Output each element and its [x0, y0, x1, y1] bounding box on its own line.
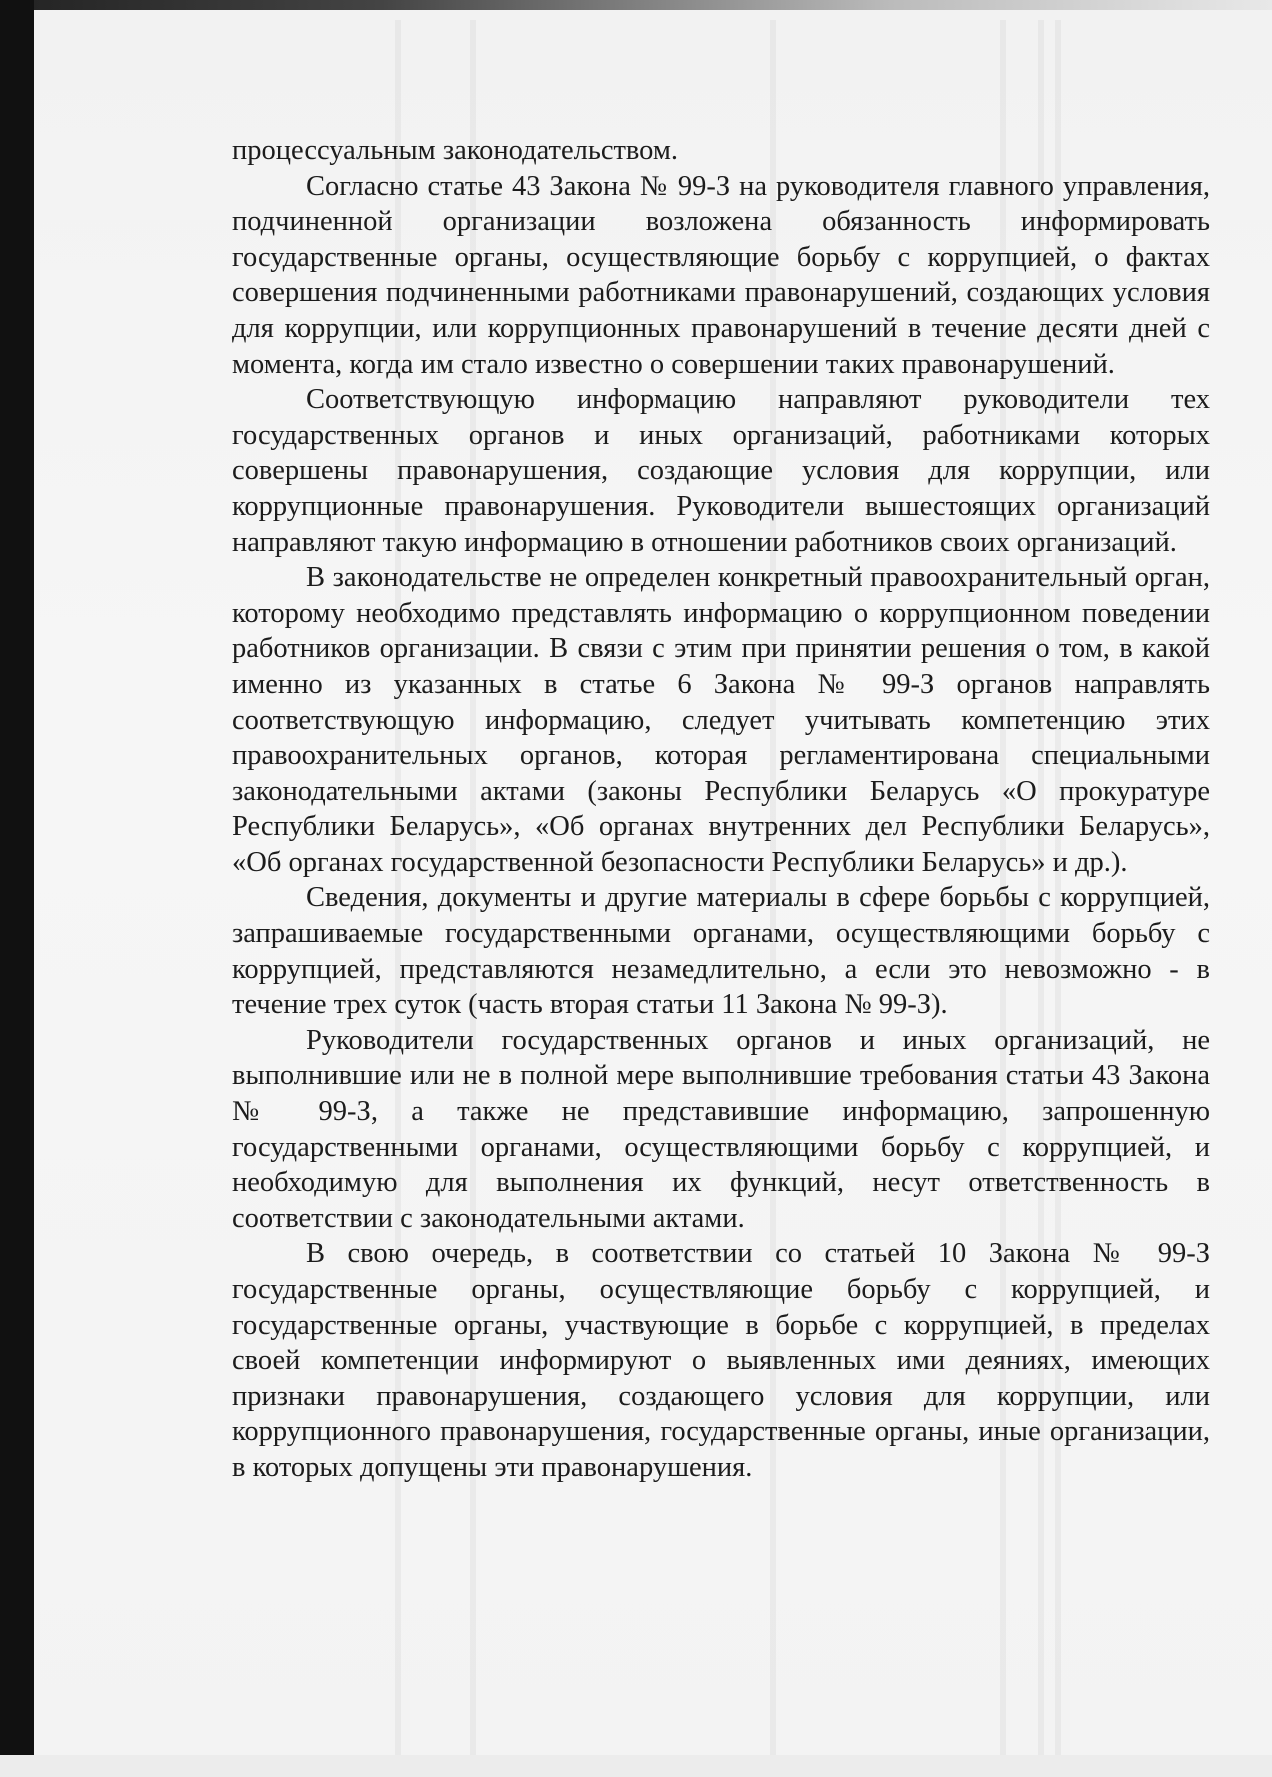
- paragraph-article-43: Согласно статье 43 Закона № 99-З на руководителя главного управления, подчиненной организации возложена обязанность информировать государственные органы, осуществляющие борьбу с коррупцией, о фактах совершения подчиненными работниками правонарушений, создающих условия для коррупции, или коррупционных правонарушений в течение десяти дней с момента, когда им стало известно о совершении таких правонарушений.: [232, 170, 1210, 380]
- paragraph-responsibility: Руководители государственных органов и иных организаций, не выполнившие или не в полной мере выполнившие требования статьи 43 Закона № 99-З, а также не представившие информацию, запрошенную государственными органами, осуществляющими борьбу с коррупцией, и необходимую для выполнения их функций, несут ответственность в соответствии с законодательными актами.: [232, 1024, 1210, 1234]
- paragraph-information-senders: Соответствующую информацию направляют руководители тех государственных органов и иных организаций, работниками которых совершены правонарушения, создающие условия для коррупции, или коррупционные правонарушения. Руководители вышестоящих организаций направляют такую информацию в отношении работников своих организаций.: [232, 384, 1210, 558]
- scan-left-edge: [0, 0, 34, 1760]
- paragraph-documents-request: Сведения, документы и другие материалы в сфере борьбы с коррупцией, запрашиваемые государственными органами, осуществляющими борьбу с коррупцией, представляются незамедлительно, а если это невозможно - в течение трех суток (часть вторая статьи 11 Закона № 99-З).: [232, 882, 1210, 1021]
- scan-bottom-strip: [0, 1755, 1272, 1777]
- paragraph-article-10: В свою очередь, в соответствии со статьей 10 Закона № 99-З государственные органы, осуществляющие борьбу с коррупцией, и государственные органы, участвующие в борьбе с коррупцией, в пределах своей компетенции информируют о выявленных ими деяниях, имеющих признаки правонарушения, создающего условия для коррупции, или коррупционного правонарушения, государственные органы, иные организации, в которых допущены эти правонарушения.: [232, 1238, 1210, 1483]
- scan-top-edge: [0, 0, 1272, 10]
- document-body: [232, 133, 1210, 1486]
- paragraph-continuation: процессуальным законодательством.: [232, 135, 679, 166]
- paragraph-law-enforcement-body: В законодательстве не определен конкретный правоохранительный орган, которому необходимо представлять информацию о коррупционном поведении работников организации. В связи с этим при принятии решения о том, в какой именно из указанных в статье 6 Закона № 99-З органов направлять соответствующую информацию, следует учитывать компетенцию этих правоохранительных органов, которая регламентирована специальными законодательными актами (законы Республики Беларусь «О прокуратуре Республики Беларусь», «Об органах внутренних дел Республики Беларусь», «Об органах государственной безопасности Республики Беларусь» и др.).: [232, 562, 1210, 878]
